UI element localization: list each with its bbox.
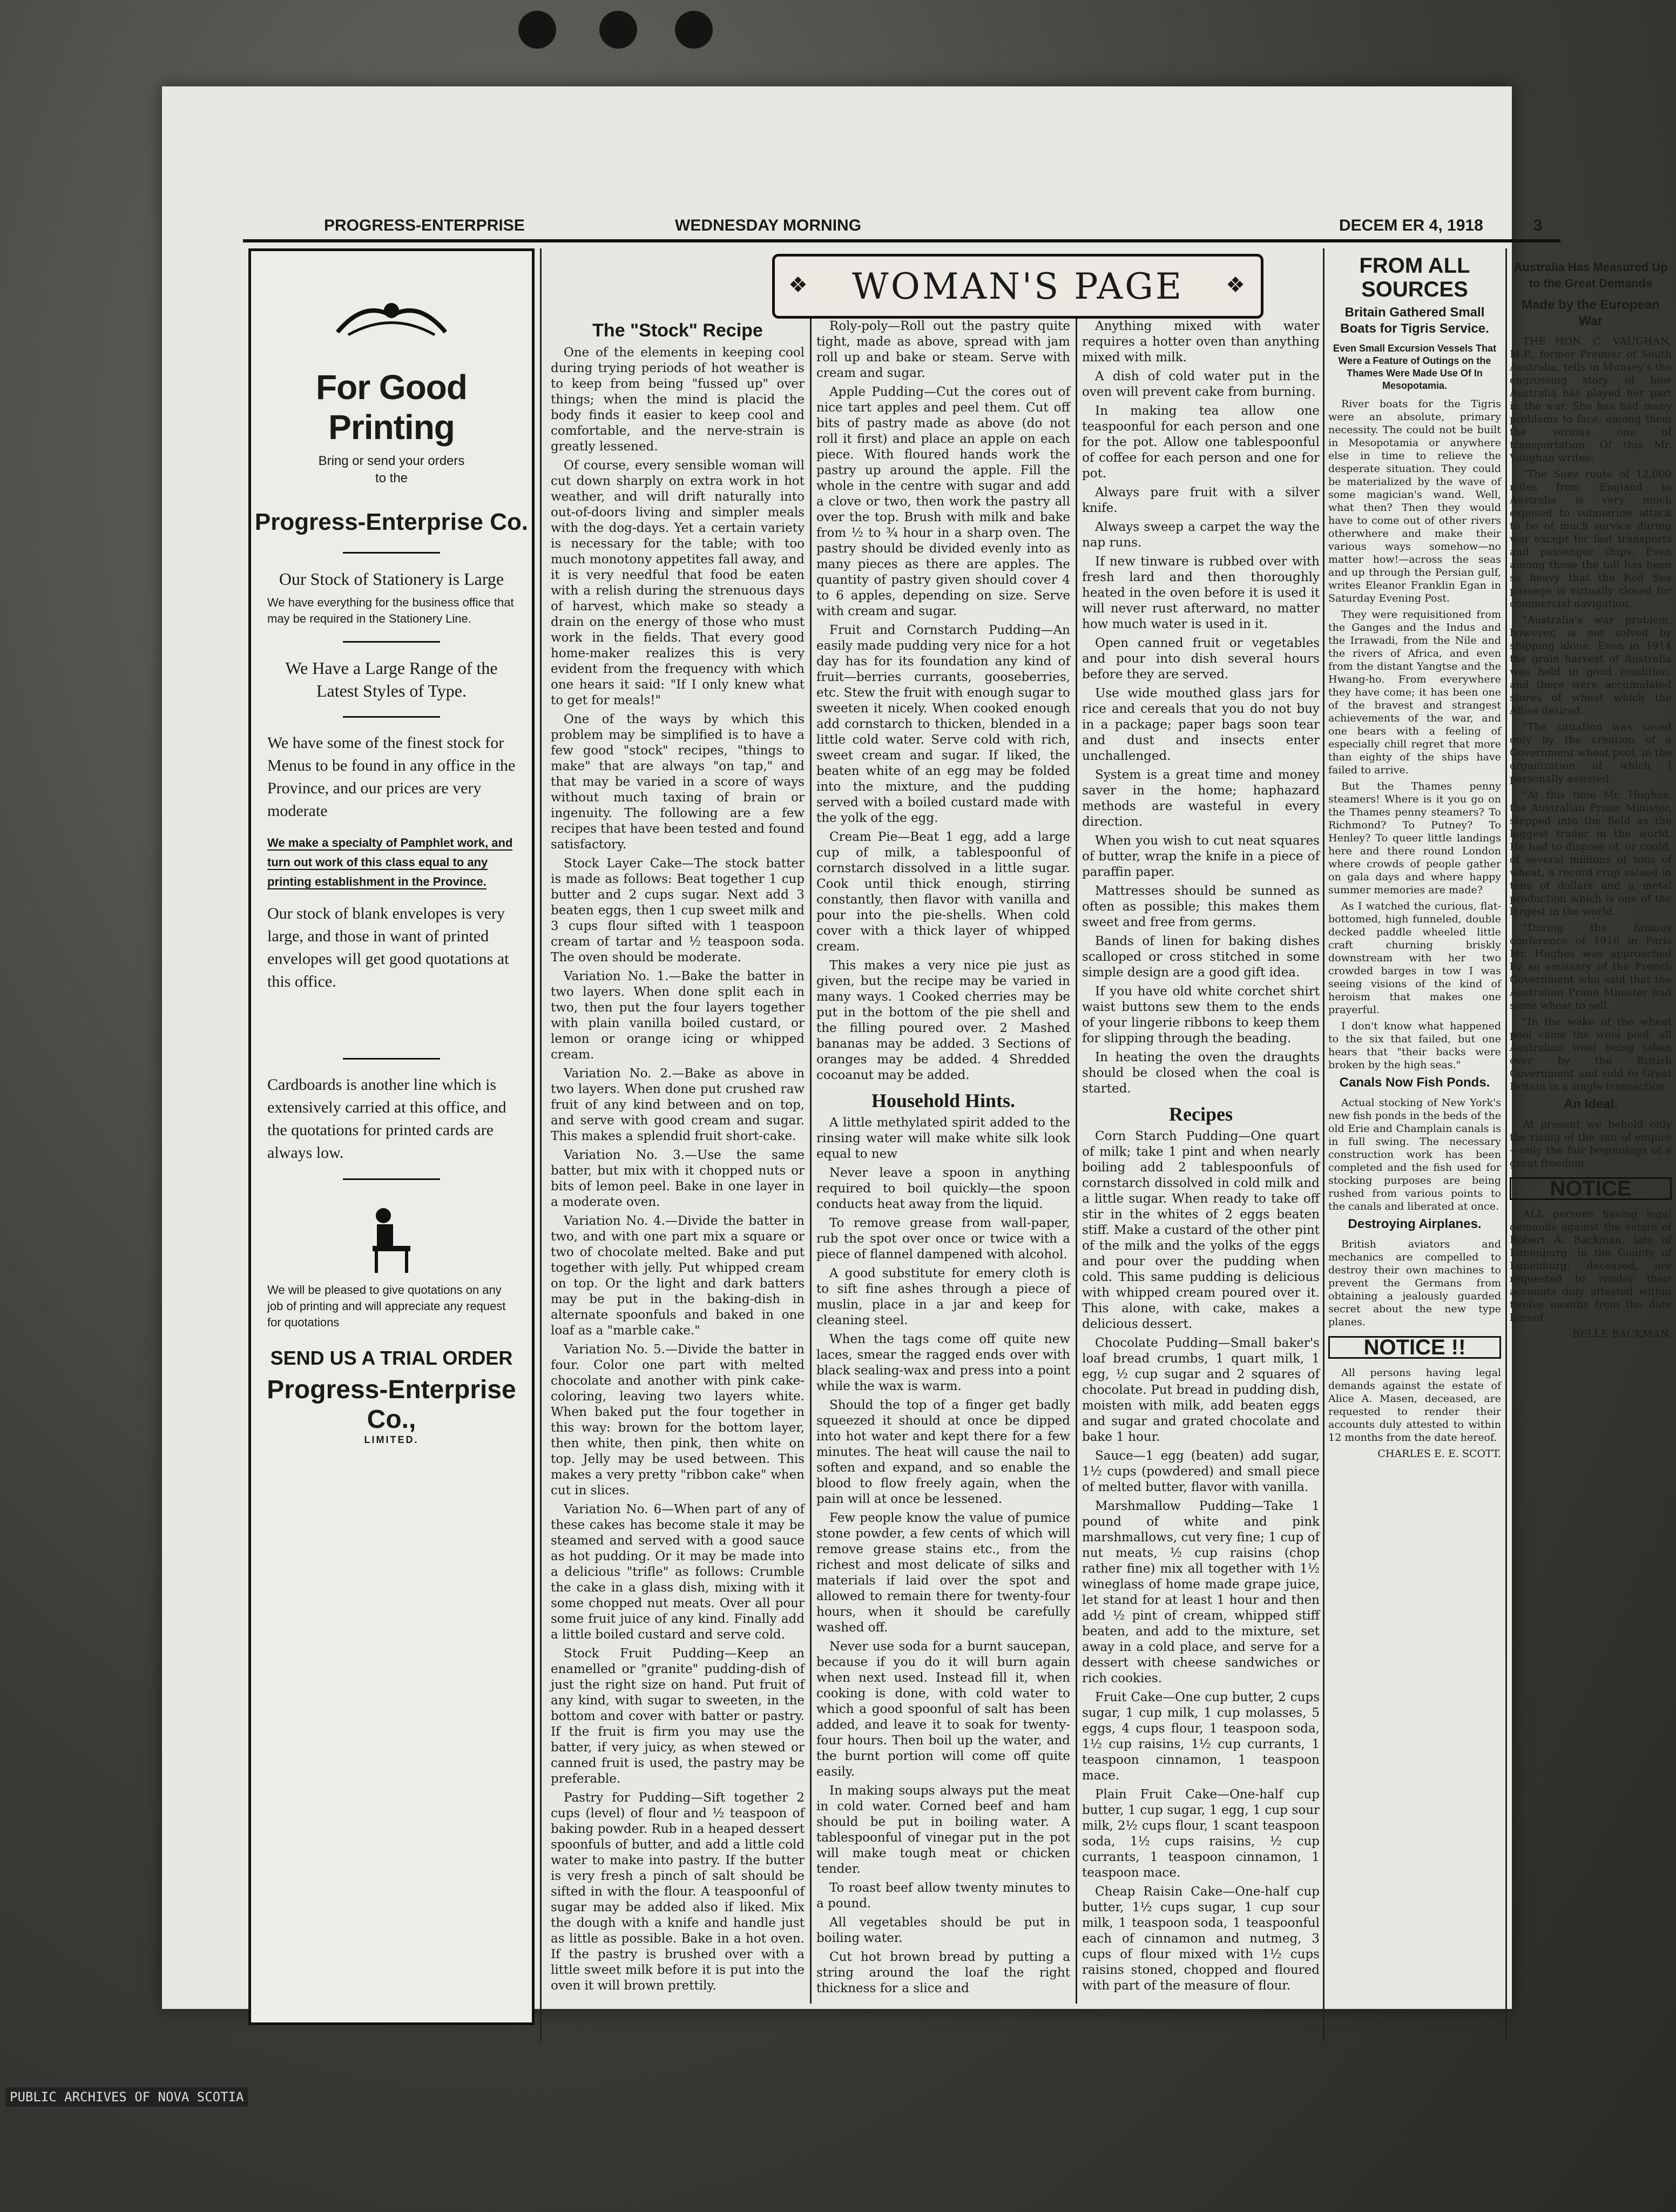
hint: All vegetables should be put in boiling water. [816,1916,1070,1945]
notice-text: ALL persons having legal demands against the estate of Robert A. Backman, late of Lunenburg, in the County of Lunenburg, deceased, are requested to render their accounts duly attested within twelve months from the date hereof. [1510,1208,1672,1324]
paragraph: As I watched the curious, flat-bottomed, high funneled, double decked paddle wheeled little craft churning briskly downstream with her two crowded barges in tow I was seeing visions of the kind of heroism that makes one prayerful. [1328,900,1501,1016]
issue-day: WEDNESDAY MORNING [675,217,862,234]
paragraph: River boats for the Tigris were an absolute, primary necessity. The could not be built in Mesopotamia or anywhere else in time to relieve the desperate situation. They could be materialized by the wave of some magician's wand. Well, what then? Then they would have to come out of other rivers otherwhere and make their various ways somehow—no matter how!—across the seas and up through the Persian gulf, writes Eleanor Franklin Egan in Saturday Evening Post. [1328,398,1501,604]
hint: Should the top of a finger get badly squeezed it should at once be dipped into hot water and kept there for a few minutes. The heat will cause the nail to soften and expand, and so enable the blood to flow freely again, when the pain will at once be lessened. [816,1398,1070,1506]
paragraph: Roly-poly—Roll out the pastry quite tight, made as above, spread with jam roll up and bake or steam. Serve with cream and sugar. [816,319,1070,380]
airplanes-heading: Destroying Airplanes. [1348,1217,1482,1231]
ad-company: Progress-Enterprise Co. [254,509,529,535]
tip: Always sweep a carpet the way the nap runs. [1082,520,1320,550]
australia-subhead: Made by the European War [1521,298,1660,328]
tip: Always pare fruit with a silver knife. [1082,485,1320,515]
paragraph: British aviators and mechanics are compelled to destroy their own machines to prevent the Germans from obtaining a jealously guarded secret about the new type planes. [1328,1238,1501,1328]
divider [343,1178,440,1180]
hint: Never use soda for a burnt saucepan, because if you do it will burn again when next used. Instead fill it, when cooking is done, with cold water to which a good spoonful of salt has been added, and leave it to soak for twenty-four hours. Then boil up the water, and the burnt portion will come off quite easily. [816,1640,1070,1779]
paragraph: Stock Fruit Pudding—Keep an enamelled or "granite" pudding-dish of just the right size on hand. Put fruit of any kind, with sugar to sweeten, in the bottom and cover with batter or pastry. If the fruit is firm you may use the batter, if very juicy, as when stewed or canned fruit is used, the pastry may be preferable. [551,1647,805,1786]
tip: Mattresses should be sunned as often as possible; this makes them sweet and free from germs. [1082,884,1320,929]
tip: Open canned fruit or vegetables and pour into dish several hours before they are served. [1082,636,1320,682]
hint: To remove grease from wall-paper, rub the spot over once or twice with a piece of flannel dampened with alcohol. [816,1216,1070,1262]
binding-hole [518,11,556,49]
sources-heading: FROM ALL SOURCES [1359,254,1470,301]
tip: In making tea allow one teaspoonful for each person and one for the pot. Allow one tablespoonful of coffee for each person and one for pot. [1082,404,1320,481]
trial-order: SEND US A TRIAL ORDER [270,1347,513,1369]
issue-date: DECEM ER 4, 1918 [1339,217,1483,234]
stationery-head: Our Stock of Stationery is Large [279,569,504,589]
canals-heading: Canals Now Fish Ponds. [1339,1075,1490,1090]
ad-intro: Bring or send your orders to the [318,454,465,485]
tip: If you have old white corchet shirt waist buttons sew them to the ends of your lingerie ribbons to keep them for slipping through the beading. [1082,984,1320,1046]
page-number: 3 [1533,217,1543,234]
paragraph: Variation No. 1.—Bake the batter in two layers. When done split each in two, then put the four layers together with plain vanilla boiled custard, or lemon or orange icing or whipped cream. [551,969,805,1062]
column-rule [1076,319,1077,2004]
tip: Anything mixed with water requires a hotter oven than anything mixed with milk. [1082,319,1320,365]
divider [343,552,440,554]
tip: Bands of linen for baking dishes scalloped or cross stitched in some simple design are a good gift idea. [1082,934,1320,980]
divider [343,716,440,718]
column-from-all-sources [1328,248,1501,2041]
notice-heading: NOTICE [1510,1177,1672,1200]
recipe: Corn Starch Pudding—One quart of milk; take 1 pint and when nearly boiling add 2 tablespoonfuls of cornstarch dissolved in cold milk and a little sugar. When ready to take off stir in the whites of 2 eggs beaten stiff. Make a custard of the other pint of the milk and the yolks of the eggs and pour over the pudding when cold. This same pudding is delicious with whipped cream poured over it. This alone, with cake, makes a delicious dessert. [1082,1129,1320,1331]
paragraph: Apple Pudding—Cut the cores out of nice tart apples and peel them. Cut off bits of pastry made as above (do not roll it first) and place an apple on each piece. With floured hands work the pastry up around the apple. Fill the whole in the centre with sugar and add a clove or two, then work the pastry all over the top. Brush with milk and bake from ½ to ¾ hour in a sharp oven. The pastry should be divided evenly into as many pieces as there are apples. The quantity of pastry given should cover 4 to 6 apples, depending on size. Serve with cream and sugar. [816,385,1070,618]
paragraph: Variation No. 4.—Divide the batter in two, and with one part mix a square or two of chocolate melted. Bake and put together with jelly. Put whipped cream on top. Or the light and dark batters may be put in the baking-dish in alternate spoonfuls and baked in one loaf as a "marble cake." [551,1214,805,1338]
paragraph: Cream Pie—Beat 1 egg, add a large cup of milk, a tablespoonful of cornstarch dissolved in a little sugar. Cook until thick enough, stirring constantly, then flavor with vanilla and pour into the pie-shells. When cold cover with a thick layer of whipped cream. [816,830,1070,954]
hint: When the tags come off quite new laces, smear the ragged ends over with black sealing-wax and press into a point while the wax is warm. [816,1332,1070,1393]
recipe: Sauce—1 egg (beaten) add sugar, 1½ cups (powdered) and small piece of melted butter, flavor with vanilla. [1082,1449,1320,1494]
column-stock-recipe [551,319,805,2004]
paragraph: Variation No. 2.—Bake as above in two layers. When done put crushed raw fruit of any kind between and on top, and serve with good cream and sugar. This makes a splendid fruit short-cake. [551,1067,805,1143]
paragraph: "The situation was saved only by the creation of a Government wheat pool, in the organization of which I personally assisted. [1510,721,1672,785]
tip: If new tinware is rubbed over with fresh lard and then thoroughly heated in the oven before it is used it will never rust afterward, no matter how much water is used in it. [1082,555,1320,631]
paragraph: THE HON. C. VAUGHAN, M.P., former Premier of South Australia, tells in Munsey's the engrossing story of how Australia has played her part in the war. She has had many problems to face, among them the serious one of transportation. Of this Mr. Vaughan writes: [1510,335,1672,464]
paragraph: But the Thames penny steamers! Where is it you go on the Thames penny steamers? To Richmond? To Putney? To Henley? To queer little landings here and there round London where crowds of people gather on gala days and where happy summer memories are made? [1328,780,1501,896]
quotations-text: We will be pleased to give quotations on any job of printing and will appreciate any request for quotations [267,1283,506,1329]
recipe: Plain Fruit Cake—One-half cup butter, 1 cup sugar, 1 egg, 1 cup sour milk, 2½ cups flour, 1 scant teaspoon soda, 1½ cups raisins, ½ cup currants, 1 teaspoon cinnamon, 1 teaspoon mace. [1082,1788,1320,1880]
recipe: Chocolate Pudding—Small baker's loaf bread crumbs, 1 quart milk, 1 egg, ½ cup sugar and 2 squares of chocolate. Put bread in pudding dish, moisten with milk, add beaten eggs and sugar and grated chocolate and bake 1 hour. [1082,1336,1320,1444]
hint: Never leave a spoon in anything required to boil quickly—the spoon conducts heat away from the liquid. [816,1166,1070,1211]
australia-heading: Australia Has Measured Up to the Great Demands [1513,260,1668,290]
sources-subhead-2: Even Small Excursion Vessels That Were a Feature of Outings on the Thames Were Made Use Of In Mesopotamia. [1333,343,1497,391]
column-rule [810,319,812,2004]
hint: To roast beef allow twenty minutes to a pound. [816,1881,1070,1911]
ideal-heading: An Ideal. [1563,1097,1618,1111]
type-head: We Have a Large Range of the Latest Styles of Type. [285,658,498,700]
recipe: Cheap Raisin Cake—One-half cup butter, 1½ cups sugar, 1 cup sour milk, 1 teaspoon soda, 1 teaspoonful each of cinnamon and nutmeg, 3 cups of flour mixed with 1½ cups raisins stoned, chopped and floured with part of the measure of flour. [1082,1885,1320,1993]
column-rule [540,248,542,2041]
paragraph: "At this time Mr. Hughes, the Australian Prime Minister, stepped into the field as the biggest trader in the world. He had to dispose of, or could, of several millions of tons of wheat, a record crop valued in tens of dollars and a metal production which is one of the largest in the world. [1510,789,1672,918]
notice-text: All persons having legal demands against the estate of Alice A. Masen, deceased, are requested to render their accounts duly attested to within 12 months from the date hereof. [1328,1367,1501,1444]
banner-title: WOMAN'S PAGE [851,265,1184,307]
hint: Few people know the value of pumice stone powder, a few cents of which will remove grease stains etc., from the richest and most delicate of silks and materials if laid over the spot and allowed to remain there for twenty-four hours, when it should be carefully washed off. [816,1511,1070,1635]
womans-page-banner [772,254,1263,319]
column-rule [1323,248,1324,2041]
paragraph: They were requisitioned from the Ganges and the Indus and the Irrawadi, from the Nile and the rivers of Africa, and even from the distant Yangtse and the Hwang-ho. From everywhere they have come; it has been one of the bravest and strangest achievements of the war, and one bears with a feeling of especially chill regret that more than eighty of the ships have failed to arrive. [1328,609,1501,776]
paragraph: "Australia's war problem, however, is not solved by shipping alone. Even in 1914 the grain harvest of Australia was held in good condition, and there were accumulated stores of wheat which the Allies desired. [1510,614,1672,717]
tip: When you wish to cut neat squares of butter, wrap the knife in a piece of paraffin paper. [1082,834,1320,879]
paragraph: Variation No. 5.—Divide the batter in four. Color one part with melted chocolate and another with pink cake-coloring, leaving two layers white. When baked put the four together in this way: brown for the bottom layer, then white, then pink, then white on top. Jelly may be used between. This makes a very pretty "ribbon cake" when cut in slices. [551,1343,805,1498]
paragraph: Stock Layer Cake—The stock batter is made as follows: Beat together 1 cup butter and 2 cups sugar. Next add 3 beaten eggs, then 1 cup sweet milk and 3 cups flour sifted with 1 teaspoon cream of tartar and ½ teaspoon soda. The oven should be moderate. [551,857,805,965]
menus-text: We have some of the finest stock for Menus to be found in any office in the Province, and our prices are very moderate [267,734,516,820]
notice-signature: BELLE BACKMAN. [1572,1328,1672,1340]
paragraph: This makes a very nice pie just as given, but the recipe may be varied in many ways. 1 Cooked cherries may be put in the bottom of the pie shell and the filling poured over. 2 Mashed bananas may be added. 3 Sections of oranges may be added. 4 Shredded cocoanut may be added. [816,959,1070,1082]
page-header [243,208,1560,242]
hint: A good substitute for emery cloth is to sift fine ashes through a piece of muslin, place in a jar and keep for cleaning steel. [816,1266,1070,1327]
envelopes-text: Our stock of blank envelopes is very large, and those in want of printed envelopes will get good quotations at this office. [267,905,509,990]
newspaper-page [162,86,1672,2009]
pamphlet-text [267,833,516,892]
binding-hole [599,11,637,49]
paragraph: "In the wake of the wheat pool came the wool pool, all Australian wool being taken over by the British Government and sold to Great Britain in a single transaction. [1510,1016,1672,1092]
diamond-icon: ❖ [1226,273,1247,298]
recipes-heading: Recipes [1169,1103,1233,1125]
household-hints-heading: Household Hints. [871,1090,1016,1111]
ad-title: For Good Printing [316,368,467,447]
recipe: Marshmallow Pudding—Take 1 pound of white and pink marshmallows, cut very fine; 1 cup of nut meats, ½ cup raisins (chop rather fine) mix all together with 1½ wineglass of home made grape juice, let stand for at least 1 hour and then add ½ pint of cream, whipped stiff beaten, and add to the mixture, set away in a cold place, and serve for a dessert with cheese sandwiches or rich cookies. [1082,1499,1320,1685]
paragraph: "During the famous conference of 1916 in Paris Mr. Hughes was approached by an emissary of the French Government who said that the Australian Prime Minister had some wheat to sell. [1510,922,1672,1011]
printing-advertisement [248,248,535,2025]
notice-heading: NOTICE !! [1328,1336,1501,1359]
paper-name: PROGRESS-ENTERPRISE [324,217,525,234]
paragraph: Of course, every sensible woman will cut down sharply on extra work in hot weather, and will drift naturally into out-of-doors living and simpler meals with the dog-days. Yet a certain variety is necessary for the table; with too much monotony appetites fall away, and it is very needful that food be eaten with a relish during the strenuous days of harvest, which make so steady a drain on the energy of those who must work in the fields. That every good home-maker realizes this is very evident from the frequency with which one hears it said: "If I only knew what to get for meals!" [551,458,805,707]
divider [343,641,440,643]
pamphlet-span: We make a specialty of Pamphlet work, and turn out work of this class equal to any printing establishment in the Province. [267,836,513,888]
notice-signature: CHARLES E. E. SCOTT. [1377,1448,1501,1460]
ad-company-2: Progress-Enterprise Co., [267,1375,516,1434]
paragraph: Fruit and Cornstarch Pudding—An easily made pudding very nice for a hot day has for its foundation any kind of fruit—berries currants, gooseberries, etc. Stew the fruit with enough sugar to sweeten it nicely. When cooked enough add cornstarch to thicken, blended in a little cold water. Serve cold with rich, sweet cream and sugar. If liked, the beaten white of an egg may be folded into the mixture, and the pudding served with a boiled custard made with the yolk of the egg. [816,623,1070,825]
archives-label: PUBLIC ARCHIVES OF NOVA SCOTIA [5,2087,248,2107]
paragraph: One of the elements in keeping cool during trying periods of hot weather is to keep from being "fussed up" over things; when the mind is placid the body finds it easier to keep cool and comfortable, and the nerve-strain is greatly lessened. [551,346,805,454]
hint: Cut hot brown bread by putting a string around the loaf the right thickness for a slice and [816,1950,1070,1995]
binding-hole [675,11,713,49]
cardboards-text: Cardboards is another line which is extensively carried at this office, and the quotations for printed cards are always low. [267,1076,506,1162]
diamond-icon: ❖ [788,273,810,298]
seated-figure-icon [362,1205,421,1275]
ad-limited: LIMITED. [364,1434,419,1445]
paragraph: Actual stocking of New York's new fish ponds in the beds of the old Erie and Champlain canals is in full swing. The necessary construction work has been completed and the fish used for stocking purposes are being rushed from various points to the canals and liberated at once. [1328,1097,1501,1212]
stationery-body: We have everything for the business office that may be required in the Stationery Line. [267,596,514,625]
paragraph: Pastry for Pudding—Sift together 2 cups (level) of flour and ½ teaspoon of baking powder. Rub in a heaped dessert spoonfuls of butter, and add a little cold water to make into pastry. If the butter is very fresh a pinch of salt should be sifted in with the flour. A teaspoonful of sugar may be added also if liked. Mix the dough with a knife and handle just as little as possible. Bake in a hot oven. If the pastry is brushed over with a little sweet milk before it is put into the oven it will brown prettily. [551,1791,805,1993]
recipe: Fruit Cake—One cup butter, 2 cups sugar, 1 cup milk, 1 cup molasses, 5 eggs, 4 cups flour, 1 teaspoon soda, 1½ cup raisins, 1½ cup currants, 1 teaspoon cinnamon, 1 teaspoon mace. [1082,1690,1320,1783]
hint: In making soups always put the meat in cold water. Corned beef and ham should be put in boiling water. A tablespoonful of vinegar put in the pot will make tough meat or chicken tender. [816,1784,1070,1876]
stock-recipe-heading: The "Stock" Recipe [592,320,763,341]
column-australia [1510,248,1672,2041]
paragraph: One of the ways by which this problem may be simplified is to have a few good "stock" recipes, "things to make" that are always "on tap," and that may be varied in a score of ways without much taxing of brain or ingenuity. The following are a few recipes that have been tested and found satisfactory. [551,712,805,852]
paragraph: Variation No. 6—When part of any of these cakes has become stale it may be steamed and served with a good sauce as hot pudding. Or it may be made into a delicious "trifle" as follows: Crumble the cake in a glass dish, mixing with it some chopped nut meats. Over all pour some fruit juice of any kind. Finally add a little boiled custard and serve cold. [551,1502,805,1642]
sources-subhead: Britain Gathered Small Boats for Tigris Service. [1340,305,1489,336]
paragraph: At present we behold only the rising of the sun of empire—only the fair beginnings of a great freedom. [1510,1118,1672,1169]
divider [343,1058,440,1060]
tip: A dish of cold water put in the oven will prevent cake from burning. [1082,369,1320,399]
tip: In heating the oven the draughts should be closed when the coal is started. [1082,1050,1320,1096]
paragraph: Variation No. 3.—Use the same batter, but mix with it chopped nuts or bits of lemon peel. Bake in one layer in a moderate oven. [551,1148,805,1209]
column-tips-recipes [1082,319,1320,2004]
tip: System is a great time and money saver in the home; haphazard methods are wasteful in every direction. [1082,768,1320,829]
ornament-icon [332,294,451,343]
hint: A little methylated spirit added to the rinsing water will make white silk look equal to new [816,1116,1070,1161]
column-recipes-hints [816,319,1070,2004]
column-rule [1505,248,1507,2041]
tip: Use wide mouthed glass jars for rice and cereals that you do not buy in a package; paper bags soon tear and dust and insects enter unchallenged. [1082,686,1320,763]
paragraph: I don't know what happened to the six that failed, but one hears that "their backs were broken by the high seas." [1328,1020,1501,1071]
paragraph: "The Suez route of 12,000 miles from England to Australia is very much exposed to submarine attack to be of much service during war except for fast transports and passenger ships. Even among these the toll has been so heavy that the Red Sea passage is virtually closed for commercial navigation. [1510,468,1672,610]
